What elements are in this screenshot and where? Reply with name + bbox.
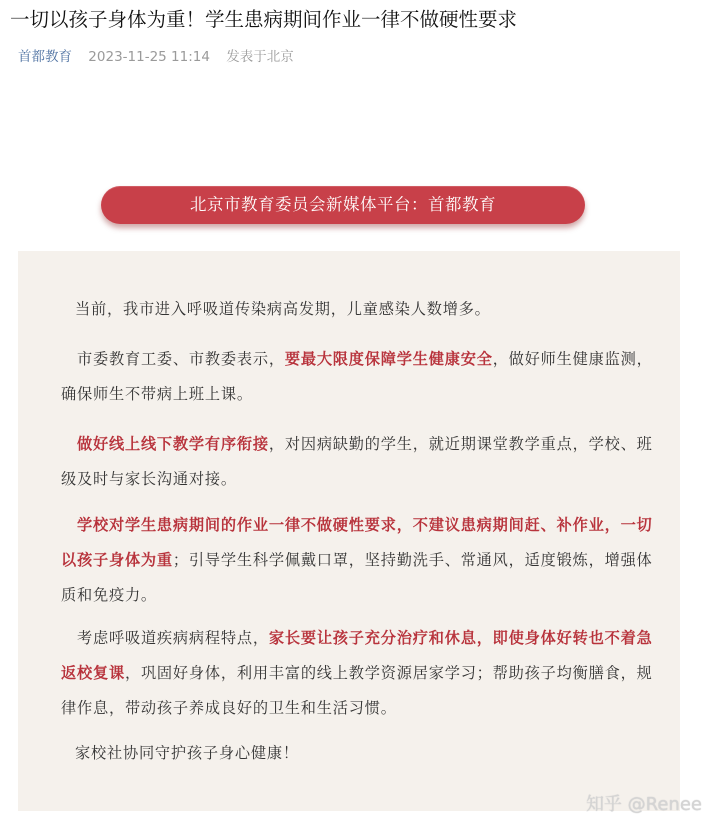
paragraph-3-text-b: ，对因病缺勤的学生，就近期课堂教学重点，学校、班级及时与家长沟通对接。 (61, 435, 653, 488)
paragraph-5-text-a: 考虑呼吸道疾病病程特点， (77, 629, 269, 647)
paragraph-5-text-b: ，巩固好身体，利用丰富的线上教学资源居家学习；帮助孩子均衡膳食，规律作息，带动孩子养成良好的卫生和生活习惯。 (61, 664, 653, 717)
paragraph-2 (61, 342, 664, 412)
paragraph-3 (61, 427, 664, 497)
source-link[interactable]: 首都教育 (18, 49, 72, 65)
paragraph-5 (61, 621, 664, 726)
article-body (18, 251, 680, 811)
paragraph-3-highlight: 做好线上线下教学有序衔接 (77, 435, 269, 453)
paragraph-1: 当前，我市进入呼吸道传染病高发期，儿童感染人数增多。 (75, 300, 491, 318)
paragraph-2-highlight: 要最大限度保障学生健康安全 (284, 350, 493, 368)
paragraph-6: 家校社协同守护孩子身心健康！ (75, 744, 299, 762)
paragraph-2-text-b: ，做好师生健康监测，确保师生不带病上班上课。 (61, 350, 653, 403)
paragraph-4-text-b: ；引导学生科学佩戴口罩，坚持勤洗手、常通风，适度锻炼，增强体质和免疫力。 (61, 551, 653, 604)
publish-location: 发表于北京 (226, 49, 294, 65)
paragraph-5-highlight: 家长要让孩子充分治疗和休息，即使身体好转也不着急返校复课 (61, 629, 653, 682)
paragraph-2-text-a: 市委教育工委、市教委表示， (77, 350, 285, 368)
paragraph-4 (61, 508, 664, 613)
article-meta (18, 47, 294, 67)
article-title: 一切以孩子身体为重！学生患病期间作业一律不做硬性要求 (10, 8, 518, 31)
paragraph-4-highlight: 学校对学生患病期间的作业一律不做硬性要求，不建议患病期间赶、补作业，一切以孩子身体为重 (61, 516, 653, 569)
publish-time: 2023-11-25 11:14 (88, 49, 210, 65)
platform-banner: 北京市教育委员会新媒体平台：首都教育 (101, 186, 585, 224)
zhihu-watermark: 知乎 @Renee (585, 794, 702, 815)
